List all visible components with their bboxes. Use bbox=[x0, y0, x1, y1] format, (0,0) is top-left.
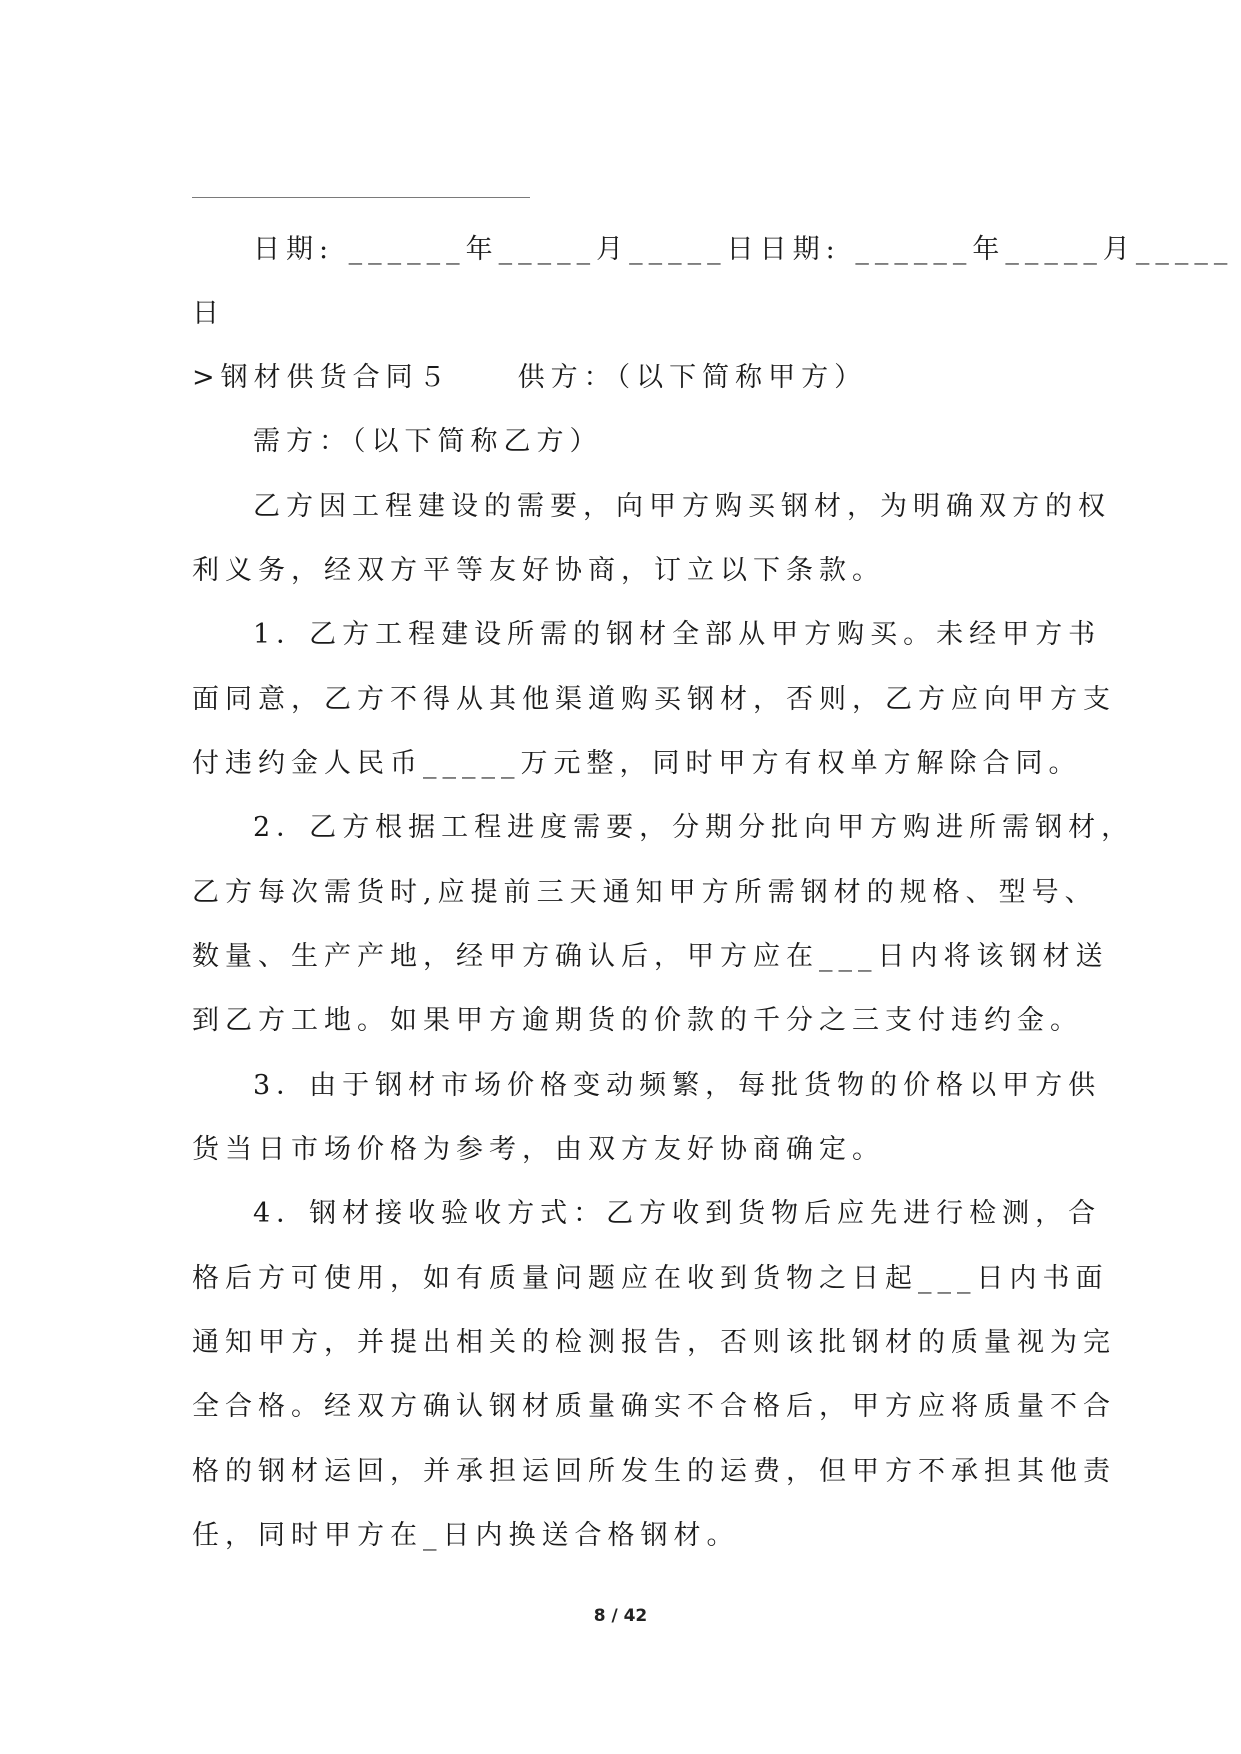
clause-2-line: 乙方每次需货时,应提前三天通知甲方所需钢材的规格、型号、 bbox=[192, 877, 1098, 908]
contract-title-line: >钢材供货合同５ 供方：（以下简称甲方） bbox=[192, 362, 868, 393]
separator-line bbox=[192, 197, 530, 198]
date-line: 日期: ______年_____月_____日日期: ______年_____月_____ bbox=[253, 234, 1234, 265]
paragraph-line: 利义务，经双方平等友好协商，订立以下条款。 bbox=[192, 555, 885, 586]
clause-3-line: 3．由于钢材市场价格变动频繁，每批货物的价格以甲方供 bbox=[253, 1070, 1102, 1101]
clause-3-line: 货当日市场价格为参考，由双方友好协商确定。 bbox=[192, 1134, 885, 1165]
clause-4-line: 格后方可使用，如有质量问题应在收到货物之日起___日内书面 bbox=[192, 1263, 1109, 1294]
clause-2-line: 数量、生产产地，经甲方确认后，甲方应在___日内将该钢材送 bbox=[192, 941, 1109, 972]
clause-4-line: 格的钢材运回，并承担运回所发生的运费，但甲方不承担其他责 bbox=[192, 1456, 1116, 1487]
clause-1-line: 1．乙方工程建设所需的钢材全部从甲方购买。未经甲方书 bbox=[253, 619, 1102, 650]
clause-1-line: 面同意，乙方不得从其他渠道购买钢材，否则，乙方应向甲方支 bbox=[192, 684, 1116, 715]
buyer-line: 需方：（以下简称乙方） bbox=[253, 426, 603, 457]
clause-2-line: 2．乙方根据工程进度需要，分期分批向甲方购进所需钢材， bbox=[253, 812, 1135, 843]
clause-2-line: 到乙方工地。如果甲方逾期货的价款的千分之三支付违约金。 bbox=[192, 1005, 1083, 1036]
clause-1-line: 付违约金人民币_____万元整，同时甲方有权单方解除合同。 bbox=[192, 748, 1082, 779]
clause-4-line: 4．钢材接收验收方式：乙方收到货物后应先进行检测，合 bbox=[253, 1198, 1102, 1229]
page-number: 8 / 42 bbox=[593, 1606, 648, 1626]
paragraph-line: 乙方因工程建设的需要，向甲方购买钢材，为明确双方的权 bbox=[253, 491, 1111, 522]
clause-4-line: 全合格。经双方确认钢材质量确实不合格后，甲方应将质量不合 bbox=[192, 1391, 1116, 1422]
clause-4-line: 任，同时甲方在_日内换送合格钢材。 bbox=[192, 1520, 740, 1551]
clause-4-line: 通知甲方，并提出相关的检测报告，否则该批钢材的质量视为完 bbox=[192, 1327, 1116, 1358]
date-line-wrap: 日 bbox=[192, 298, 225, 329]
